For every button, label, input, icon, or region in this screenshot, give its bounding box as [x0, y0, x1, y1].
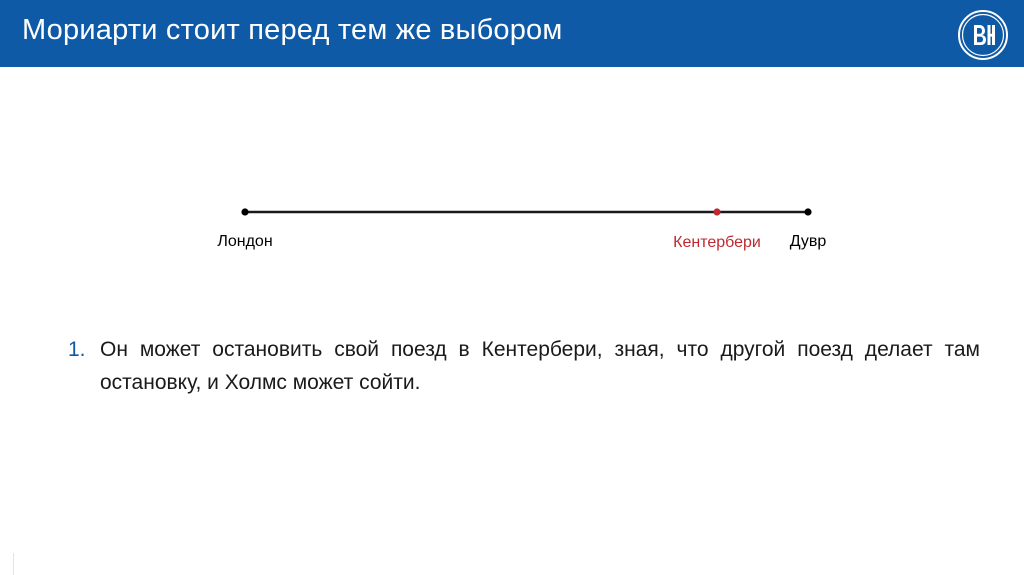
numbered-list — [68, 333, 980, 399]
station-dot-london — [241, 208, 248, 215]
route-diagram — [0, 180, 1024, 270]
slide-title: Мориарти стоит перед тем же выбором — [22, 14, 563, 46]
station-dot-dover — [804, 208, 811, 215]
slide-header — [0, 0, 1024, 67]
station-label-dover: Дувр — [789, 233, 827, 250]
station-dot-canterbury — [713, 208, 720, 215]
list-item-number: 1. — [68, 338, 86, 361]
list-item — [68, 333, 980, 399]
slide-edge-divider — [13, 553, 14, 575]
station-label-canterbury: Кентербери — [673, 234, 761, 251]
hse-logo-icon — [957, 9, 1009, 61]
list-item-text: Он может остановить свой поезд в Кентербери, зная, что другой поезд делает там остановку, и Холмс может сойти. — [100, 338, 980, 394]
station-label-london: Лондон — [217, 233, 273, 250]
